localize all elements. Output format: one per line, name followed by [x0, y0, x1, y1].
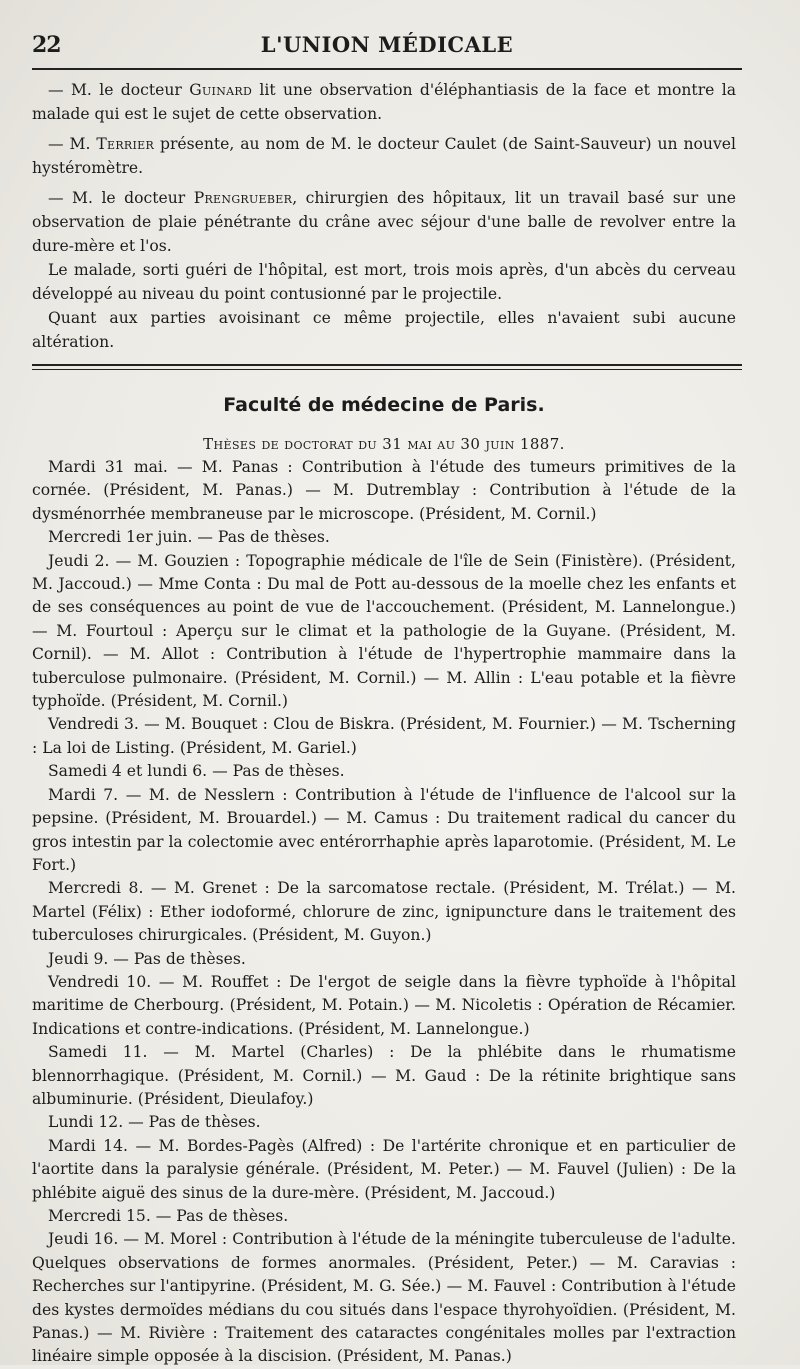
thesis-entry: Jeudi 9. — Pas de thèses.: [48, 949, 246, 968]
society-minutes: [32, 70, 736, 354]
author-name: Guinard: [189, 81, 253, 99]
paragraph-prengrueber: — M. le docteur Prengrueber, chirurgien des hôpitaux, lit un travail basé sur une observation de plaie pénétrante du crâne avec séjour d'une balle de revolver entre la dure-mère et l'os.: [32, 189, 736, 255]
thesis-entry: Mardi 14. — M. Bordes-Pagès (Alfred) : De l'artérite chronique et en particulier de l'aortite dans la paralysie générale. (Président, M. Peter.) — M. Fauvel (Julien) : De la phlébite aiguë des sinus de la dure-mère. (Président, M. Jaccoud.): [32, 1136, 736, 1202]
thesis-entry: Mercredi 1er juin. — Pas de thèses.: [48, 528, 330, 547]
journal-title: L'UNION MÉDICALE: [260, 32, 514, 57]
thesis-entry: Jeudi 16. — M. Morel : Contribution à l'étude de la méningite tuberculeuse de l'adulte. Quelques observations de formes anormales. (Président, Peter.) — M. Caravias : Recherches sur l'antipyrine. (Président, M. G. Sée.) — M. Fauvel : Contribution à l'étude des kystes dermoïdes médians du cou situés dans l'espace thyrohyoïdien. (Président, M. Panas.) — M. Rivière : Traitement des cataractes congénitales molles par l'extraction linéaire simple opposée à la discision. (Président, M. Panas.): [32, 1230, 736, 1366]
paragraph-alteration: Quant aux parties avoisinant ce même projectile, elles n'avaient subi aucune altération.: [32, 309, 736, 351]
thesis-entry: Samedi 11. — M. Martel (Charles) : De la phlébite dans le rhumatisme blennorrhagique. (Président, M. Cornil.) — M. Gaud : De la rétinite brightique sans albuminurie. (Président, Dieulafoy.): [32, 1043, 736, 1108]
running-head: [32, 28, 742, 70]
paragraph-outcome: Le malade, sorti guéri de l'hôpital, est mort, trois mois après, d'un abcès du cerveau développé au niveau du point contusionné par le projectile.: [32, 261, 736, 303]
thesis-entry: Mercredi 15. — Pas de thèses.: [48, 1207, 289, 1225]
author-name: Prengrueber: [193, 189, 293, 207]
theses-list: [32, 456, 736, 1369]
thesis-entry: Mardi 7. — M. de Nesslern : Contribution à l'étude de l'influence de l'alcool sur la pepsine. (Président, M. Brouardel.) — M. Camus : Du traitement radical du cancer du gros intestin par la colectomie avec entérorrhaphie après laparotomie. (Président, M. Le Fort.): [32, 785, 736, 874]
page-number: 22: [32, 32, 61, 58]
thesis-entry: Lundi 12. — Pas de thèses.: [48, 1113, 261, 1132]
thesis-entry: Samedi 4 et lundi 6. — Pas de thèses.: [48, 762, 345, 781]
thesis-entry: Jeudi 2. — M. Gouzien : Topographie médicale de l'île de Sein (Finistère). (Président, M. Jaccoud.) — Mme Conta : Du mal de Pott au-dessous de la moelle chez les enfants et de ses conséquences au point de vue de l'accouchement. (Président, M. Lannelongue.) — M. Fourtoul : Aperçu sur le climat et la pathologie de la Guyane. (Président, M. Cornil). — M. Allot : Contribution à l'étude de l'hypertrophie mammaire dans la tuberculose pulmonaire. (Président, M. Cornil.) — M. Allin : L'eau potable et la fièvre typhoïde. (Président, M. Cornil.): [32, 551, 736, 711]
thesis-entry: Mardi 31 mai. — M. Panas : Contribution à l'étude des tumeurs primitives de la cornée. (Président, M. Panas.) — M. Dutremblay : Contribution à l'étude de la dysménorrhée membraneuse par le microscope. (Président, M. Cornil.): [32, 458, 736, 523]
paragraph-guinard: — M. le docteur Guinard lit une observation d'éléphantiasis de la face et montre la malade qui est le sujet de cette observation.: [32, 81, 737, 123]
author-name: Terrier: [96, 135, 155, 153]
thesis-entry: Vendredi 3. — M. Bouquet : Clou de Biskra. (Président, M. Fournier.) — M. Tscherning : La loi de Listing. (Président, M. Gariel.): [32, 715, 736, 757]
section-heading: Faculté de médecine de Paris.: [223, 394, 545, 416]
thesis-entry: Mercredi 8. — M. Grenet : De la sarcomatose rectale. (Président, M. Trélat.) — M. Martel (Félix) : Ether iodoformé, chlorure de zinc, ignipuncture dans le traitement des tuberculoses chirurgicales. (Président, M. Guyon.): [32, 879, 736, 945]
theses-subheading: Thèses de doctorat du 31 mai au 30 juin 1887.: [203, 435, 565, 453]
section-divider: [32, 364, 742, 370]
paragraph-terrier: — M. Terrier présente, au nom de M. le docteur Caulet (de Saint-Sauveur) un nouvel hystéromètre.: [32, 135, 736, 177]
thesis-entry: Vendredi 10. — M. Rouffet : De l'ergot de seigle dans la fièvre typhoïde à l'hôpital maritime de Cherbourg. (Président, M. Potain.) — M. Nicoletis : Opération de Récamier. Indications et contre-indications. (Président, M. Lannelongue.): [32, 972, 736, 1038]
